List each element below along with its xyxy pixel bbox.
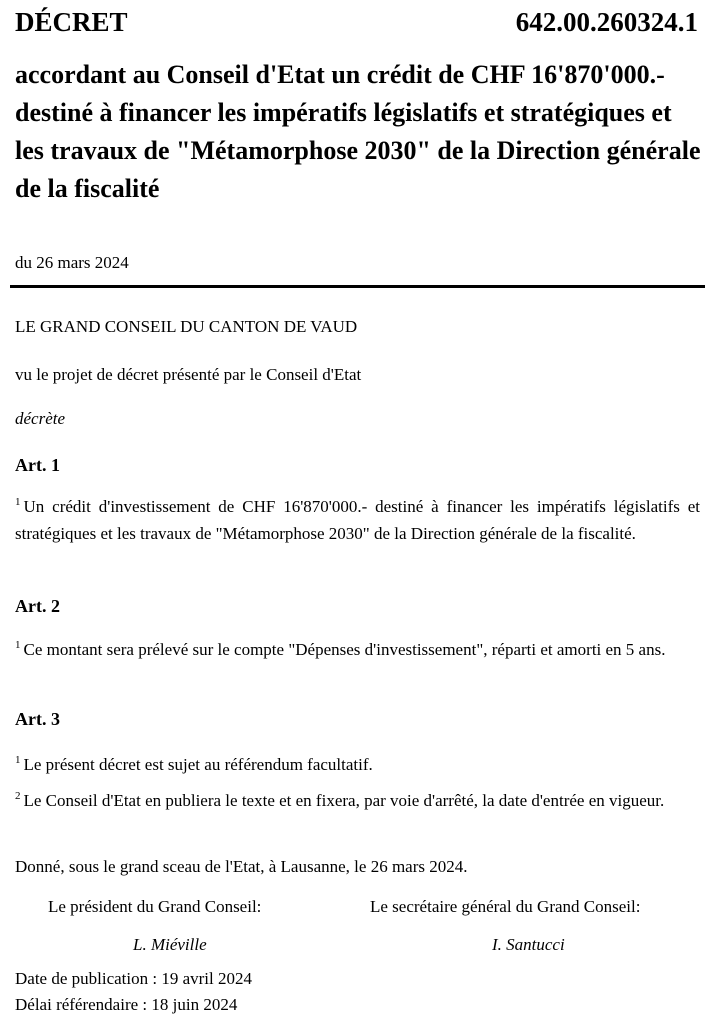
article-paragraph: [15, 787, 700, 814]
paragraph-number: 1: [15, 496, 21, 509]
president-title: Le président du Grand Conseil:: [48, 897, 262, 916]
referendum-deadline: Délai référendaire : 18 juin 2024: [15, 995, 238, 1014]
paragraph-text: Le Conseil d'Etat en publiera le texte et en fixera, par voie d'arrêté, la date d'entrée en vigueur.: [23, 791, 665, 810]
horizontal-rule: [10, 285, 705, 288]
considering-clause: vu le projet de décret présenté par le Conseil d'Etat: [15, 365, 362, 384]
decree-title: accordant au Conseil d'Etat un crédit de CHF 16'870'000.- destiné à financer les impératifs législatifs et stratégiques et les travaux de "Métamorphose 2030" de la Direction générale de la fiscalité: [15, 60, 701, 203]
article-heading: Art. 2: [15, 596, 60, 616]
closing-formula: Donné, sous le grand sceau de l'Etat, à Lausanne, le 26 mars 2024.: [15, 857, 468, 876]
article-paragraph: [15, 636, 700, 663]
secretary-name: I. Santucci: [492, 935, 565, 954]
document-reference: 642.00.260324.1: [515, 7, 698, 37]
paragraph-text: Un crédit d'investissement de CHF 16'870'000.- destiné à financer les impératifs législatifs et stratégiques et les travaux de "Métamorphose 2030" de la Direction générale de la fiscalité.: [15, 497, 700, 543]
paragraph-number: 2: [15, 790, 21, 803]
publication-date: Date de publication : 19 avril 2024: [15, 969, 252, 988]
paragraph-text: Ce montant sera prélevé sur le compte "Dépenses d'investissement", réparti et amorti en 5 ans.: [23, 640, 666, 659]
enacting-authority: LE GRAND CONSEIL DU CANTON DE VAUD: [15, 317, 358, 336]
decrees-word: décrète: [15, 409, 66, 428]
article-paragraph: [15, 751, 700, 778]
paragraph-number: 1: [15, 639, 21, 652]
document-type: DÉCRET: [15, 7, 128, 37]
decree-date: du 26 mars 2024: [15, 253, 129, 272]
paragraph-number: 1: [15, 754, 21, 767]
article-heading: Art. 1: [15, 455, 60, 475]
article-heading: Art. 3: [15, 709, 60, 729]
paragraph-text: Le présent décret est sujet au référendum facultatif.: [23, 755, 373, 774]
secretary-title: Le secrétaire général du Grand Conseil:: [370, 897, 641, 916]
article-paragraph: [15, 493, 700, 547]
president-name: L. Miéville: [133, 935, 207, 954]
